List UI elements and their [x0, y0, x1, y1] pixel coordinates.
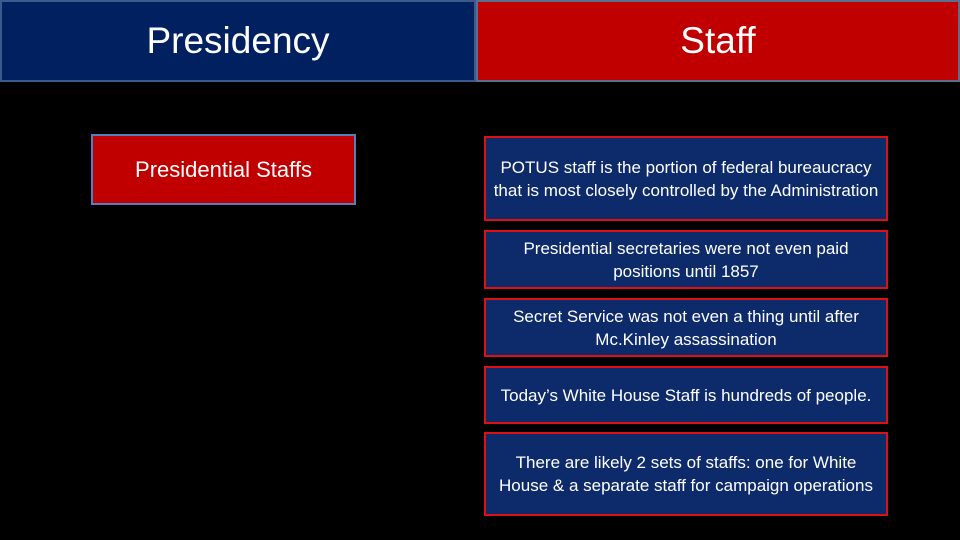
header-presidency — [0, 0, 476, 82]
point-text: Secret Service was not even a thing until after Mc.Kinley assassination — [513, 306, 859, 349]
topic-label: Presidential Staffs — [135, 156, 312, 182]
point-text: There are likely 2 sets of staffs: one for White House & a separate staff for campaign operations — [499, 453, 873, 495]
header-left-title: Presidency — [146, 20, 330, 61]
header-staff — [476, 0, 960, 82]
point-text: POTUS staff is the portion of federal bureaucracy that is most closely controlled by the Administration — [493, 157, 879, 200]
point-card — [484, 298, 888, 357]
header-right-title: Staff — [680, 20, 756, 61]
point-card — [484, 136, 888, 221]
point-card — [484, 432, 888, 516]
point-card — [484, 366, 888, 424]
point-text: Today’s White House Staff is hundreds of people. — [500, 385, 872, 405]
topic-box — [91, 134, 356, 205]
point-text: Presidential secretaries were not even paid positions until 1857 — [523, 238, 849, 281]
point-card — [484, 230, 888, 289]
